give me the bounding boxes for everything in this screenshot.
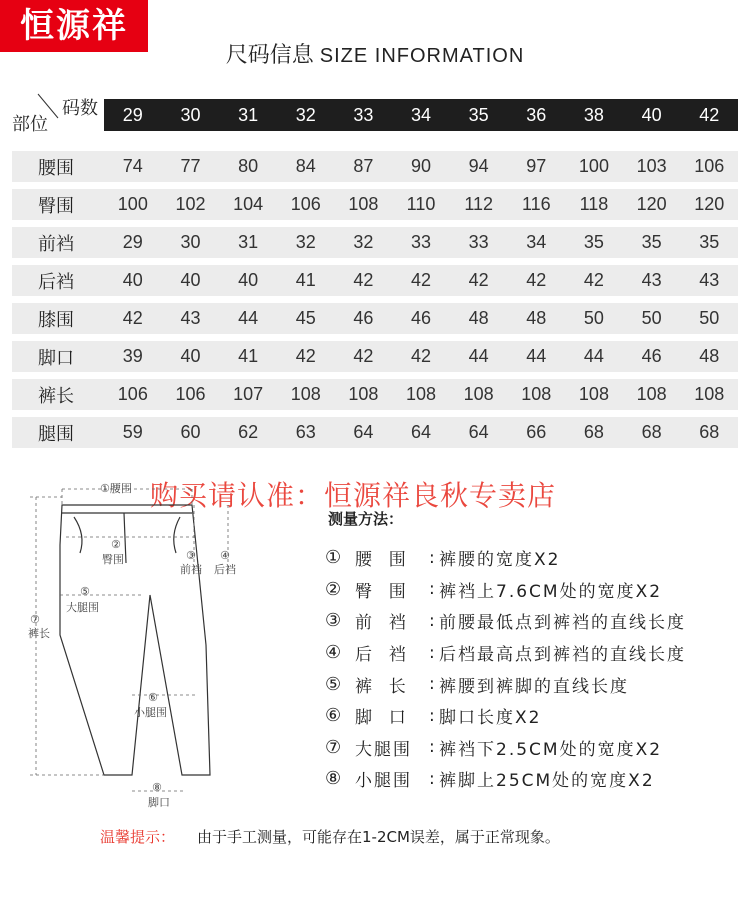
table-cell: 39 <box>122 346 143 366</box>
table-row <box>12 189 738 220</box>
table-cell: 108 <box>290 384 321 404</box>
diagram-waist-label: ①腰围 <box>100 482 132 495</box>
table-cell: 108 <box>463 384 494 404</box>
table-cell: 42 <box>411 346 432 366</box>
table-row <box>12 227 738 258</box>
table-cell: 104 <box>233 194 264 214</box>
title-cn: 尺码信息 <box>225 43 314 68</box>
table-cell: 35 <box>699 232 720 252</box>
measurement-num: ① <box>325 547 342 569</box>
measurement-title: 测量方法： <box>328 510 404 528</box>
table-cell: 59 <box>122 422 143 442</box>
diagram-thigh-num: ⑤ <box>80 585 90 598</box>
table-cell: 108 <box>578 384 609 404</box>
table-cell: 100 <box>117 194 148 214</box>
measurement-item <box>325 605 745 637</box>
measurement-colon: : <box>429 737 435 758</box>
table-cell: 68 <box>583 422 604 442</box>
store-banner: 购买请认准：恒源祥良秋专卖店 <box>150 479 557 512</box>
table-cell: 108 <box>348 384 379 404</box>
table-row <box>12 303 738 334</box>
measurement-colon: : <box>429 768 435 789</box>
row-label: 膝围 <box>38 309 74 331</box>
size-col: 32 <box>295 105 316 125</box>
size-col: 36 <box>526 105 547 125</box>
table-cell: 62 <box>238 422 259 442</box>
table-cell: 110 <box>406 194 436 214</box>
table-cell: 42 <box>295 346 316 366</box>
table-cell: 84 <box>295 156 316 176</box>
measurement-desc: 脚口长度X2 <box>439 708 542 729</box>
table-cell: 42 <box>526 270 547 290</box>
table-cell: 90 <box>411 156 432 176</box>
size-col: 42 <box>699 105 720 125</box>
diagram-calf-num: ⑥ <box>148 691 158 704</box>
table-row <box>12 379 738 410</box>
table-cell: 50 <box>583 308 604 328</box>
table-cell: 42 <box>583 270 604 290</box>
diagram-front-rise-label: 前裆 <box>180 563 202 576</box>
table-cell: 35 <box>641 232 662 252</box>
table-cell: 43 <box>180 308 201 328</box>
table-cell: 41 <box>238 346 259 366</box>
table-cell: 64 <box>468 422 489 442</box>
measurement-num: ② <box>325 578 342 600</box>
row-label: 前裆 <box>38 233 74 255</box>
diagram-front-rise-num: ③ <box>186 549 196 562</box>
table-cell: 41 <box>295 270 316 290</box>
measurement-item <box>325 668 745 700</box>
table-cell: 29 <box>122 232 143 252</box>
table-cell: 30 <box>180 232 201 252</box>
table-cell: 94 <box>468 156 489 176</box>
measurement-desc: 裤裆下2.5CM处的宽度X2 <box>439 739 663 760</box>
table-cell: 120 <box>694 194 725 214</box>
table-cell: 106 <box>694 156 725 176</box>
measurement-name: 臀 围 <box>355 581 408 602</box>
measurement-colon: : <box>429 674 435 695</box>
table-cell: 77 <box>180 156 201 176</box>
table-cell: 44 <box>468 346 489 366</box>
measurement-item <box>325 763 745 795</box>
corner-size-label: 码数 <box>62 98 98 119</box>
table-cell: 68 <box>641 422 662 442</box>
diagram-length-num: ⑦ <box>30 613 40 626</box>
row-label: 臀围 <box>38 195 74 217</box>
measurement-name: 腰 围 <box>355 550 408 571</box>
diagram-hip-num: ② <box>111 538 121 551</box>
table-cell: 108 <box>406 384 437 404</box>
measurement-item <box>325 700 745 732</box>
corner-part-label: 部位 <box>12 114 48 135</box>
measurement-num: ④ <box>325 642 342 664</box>
table-cell: 108 <box>636 384 667 404</box>
table-cell: 66 <box>526 422 547 442</box>
table-cell: 100 <box>578 156 609 176</box>
measurement-desc: 裤腰的宽度X2 <box>439 550 561 571</box>
size-col: 29 <box>122 105 143 125</box>
table-cell: 106 <box>117 384 148 404</box>
measurement-item <box>325 542 745 574</box>
title-en: SIZE INFORMATION <box>319 45 525 67</box>
table-cell: 108 <box>348 194 379 214</box>
size-col: 40 <box>641 105 662 125</box>
measurement-name: 前 裆 <box>355 613 408 634</box>
table-cell: 40 <box>122 270 143 290</box>
row-label: 腿围 <box>38 423 74 445</box>
diagram-back-rise-label: 后裆 <box>214 563 236 576</box>
row-label: 腰围 <box>38 157 74 179</box>
measurement-item <box>325 637 745 669</box>
table-cell: 97 <box>526 156 547 176</box>
pants-diagram <box>20 475 260 810</box>
table-cell: 42 <box>353 270 374 290</box>
table-cell: 43 <box>641 270 662 290</box>
measurement-colon: : <box>429 547 435 568</box>
table-cell: 106 <box>175 384 206 404</box>
measurement-colon: : <box>429 610 435 631</box>
measurement-list <box>325 542 745 795</box>
table-cell: 63 <box>295 422 316 442</box>
size-col: 38 <box>583 105 604 125</box>
table-cell: 32 <box>353 232 374 252</box>
table-cell: 44 <box>526 346 547 366</box>
table-cell: 40 <box>180 270 201 290</box>
table-cell: 64 <box>411 422 432 442</box>
measurement-num: ③ <box>325 610 342 632</box>
table-cell: 40 <box>238 270 259 290</box>
measurement-name: 裤 长 <box>355 676 408 697</box>
table-cell: 74 <box>122 156 143 176</box>
row-label: 裤长 <box>38 385 74 407</box>
table-cell: 48 <box>468 308 489 328</box>
size-col: 33 <box>353 105 374 125</box>
measurement-name: 脚 口 <box>355 708 408 729</box>
size-col: 30 <box>180 105 201 125</box>
table-cell: 46 <box>353 308 374 328</box>
table-row <box>12 417 738 448</box>
table-cell: 44 <box>238 308 259 328</box>
measurement-desc: 后档最高点到裤裆的直线长度 <box>439 645 686 666</box>
row-label: 后裆 <box>38 271 74 293</box>
measurement-num: ⑤ <box>325 673 342 695</box>
measurement-name: 大腿围 <box>355 739 412 760</box>
table-cell: 108 <box>694 384 725 404</box>
table-cell: 43 <box>699 270 720 290</box>
brand-logo: 恒源祥 <box>0 0 148 52</box>
measurement-name: 后 裆 <box>355 645 408 666</box>
table-cell: 42 <box>468 270 489 290</box>
table-cell: 48 <box>526 308 547 328</box>
measurement-desc: 裤裆上7.6CM处的宽度X2 <box>439 581 663 602</box>
table-cell: 50 <box>699 308 720 328</box>
table-cell: 107 <box>233 384 264 404</box>
table-cell: 46 <box>411 308 432 328</box>
table-cell: 44 <box>583 346 604 366</box>
measurement-num: ⑥ <box>325 705 342 727</box>
measurement-desc: 前腰最低点到裤裆的直线长度 <box>439 613 686 634</box>
table-cell: 42 <box>353 346 374 366</box>
table-cell: 112 <box>464 194 494 214</box>
table-cell: 103 <box>636 156 667 176</box>
table-cell: 40 <box>180 346 201 366</box>
tip-text: 由于手工测量，可能存在1-2CM误差，属于正常现象。 <box>197 828 560 846</box>
table-row <box>12 341 738 372</box>
table-row <box>12 265 738 296</box>
measurement-num: ⑦ <box>325 736 342 758</box>
diagram-thigh-label: 大腿围 <box>66 601 99 614</box>
measurement-colon: : <box>429 579 435 600</box>
diagram-hem-num: ⑧ <box>152 781 162 794</box>
diagram-hem-label: 脚口 <box>148 796 170 809</box>
diagram-hip-label: 臀围 <box>102 553 124 566</box>
table-cell: 50 <box>641 308 662 328</box>
table-cell: 64 <box>353 422 374 442</box>
measurement-colon: : <box>429 705 435 726</box>
table-cell: 33 <box>468 232 489 252</box>
table-cell: 60 <box>180 422 201 442</box>
size-col: 31 <box>238 105 259 125</box>
table-cell: 48 <box>699 346 720 366</box>
table-cell: 46 <box>641 346 662 366</box>
warm-tip <box>100 826 560 847</box>
table-cell: 116 <box>521 194 551 214</box>
pants-outline <box>20 475 260 810</box>
table-corner-cell <box>8 92 104 138</box>
table-cell: 87 <box>353 156 374 176</box>
table-cell: 118 <box>579 194 609 214</box>
table-cell: 108 <box>521 384 552 404</box>
table-cell: 31 <box>238 232 259 252</box>
table-row <box>12 151 738 182</box>
table-cell: 106 <box>290 194 321 214</box>
table-cell: 35 <box>583 232 604 252</box>
measurement-name: 小腿围 <box>355 771 412 792</box>
measurement-desc: 裤脚上25CM处的宽度X2 <box>439 771 655 792</box>
table-cell: 32 <box>295 232 316 252</box>
table-cell: 120 <box>636 194 667 214</box>
size-header-row <box>104 99 738 131</box>
size-col: 34 <box>411 105 432 125</box>
measurement-desc: 裤腰到裤脚的直线长度 <box>439 676 629 697</box>
table-cell: 102 <box>175 194 206 214</box>
table-cell: 33 <box>411 232 432 252</box>
diagram-back-rise-num: ④ <box>220 549 230 562</box>
table-cell: 34 <box>526 232 547 252</box>
measurement-item <box>325 574 745 606</box>
table-cell: 42 <box>411 270 432 290</box>
table-cell: 80 <box>238 156 259 176</box>
measurement-num: ⑧ <box>325 768 342 790</box>
diagram-calf-label: 小腿围 <box>134 706 167 719</box>
measurement-item <box>325 732 745 764</box>
row-label: 脚口 <box>38 347 74 369</box>
measurement-colon: : <box>429 642 435 663</box>
table-cell: 45 <box>295 308 316 328</box>
table-cell: 68 <box>699 422 720 442</box>
tip-label: 温馨提示： <box>100 828 176 846</box>
table-cell: 42 <box>122 308 143 328</box>
size-col: 35 <box>468 105 489 125</box>
page-title <box>0 38 750 69</box>
diagram-length-label: 裤长 <box>28 627 50 640</box>
